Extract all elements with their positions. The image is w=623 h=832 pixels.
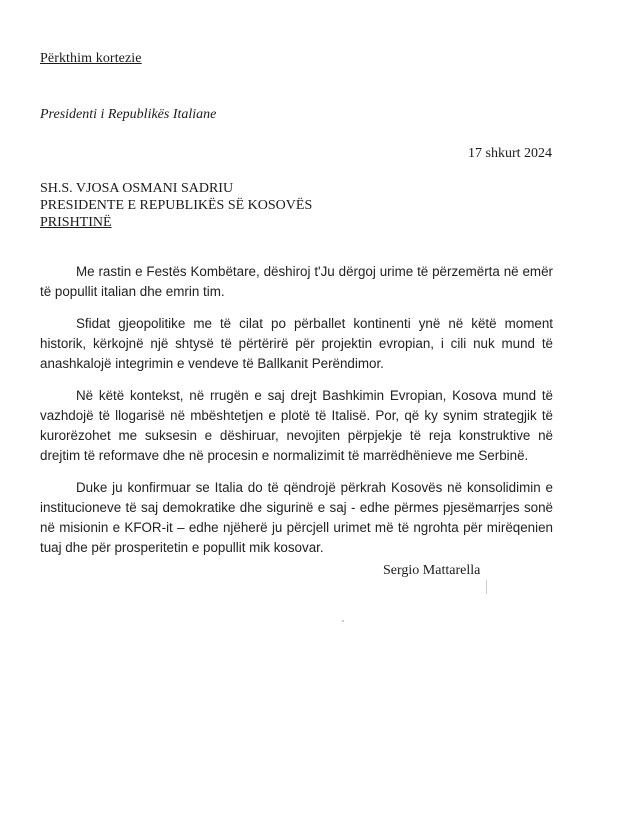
recipient-block bbox=[40, 180, 312, 231]
sender-title: Presidenti i Republikës Italiane bbox=[40, 107, 217, 122]
recipient-name: SH.S. VJOSA OSMANI SADRIU bbox=[40, 181, 234, 196]
scan-mark bbox=[486, 580, 487, 594]
scan-dot bbox=[342, 620, 344, 622]
body-paragraph: Sfidat gjeopolitike me të cilat po përballet kontinenti ynë në këtë moment historik, kërkojnë një shtysë të përtërirë për projektin evropian, i cili nuk mund të anashkalojë integrimin e vendeve të Ballkanit Perëndimor. bbox=[40, 316, 553, 371]
document-heading: Përkthim kortezie bbox=[40, 51, 142, 66]
recipient-title: PRESIDENTE E REPUBLIKËS SË KOSOVËS bbox=[40, 198, 313, 213]
body-paragraph: Në këtë kontekst, në rrugën e saj drejt Bashkimin Evropian, Kosova mund të vazhdojë të llogarisë në mbështetjen e plotë të Italisë. Por, që ky synim strategjik të kurorëzohet me suksesin e dëshiruar, nevojiten përpjekje të reja konstruktive në drejtim të reformave dhe në procesin e normalizimit të marrëdhënieve me Serbinë. bbox=[40, 388, 553, 463]
body-paragraph: Duke ju konfirmuar se Italia do të qëndrojë përkrah Kosovës në konsolidimin e institucioneve të saj demokratike dhe sigurinë e saj - edhe përmes pjesëmarrjes sonë në misionin e KFOR-it – edhe njëherë ju përcjell urimet më të ngrohta për mirëqenien tuaj dhe për prosperitetin e popullit mik kosovar. bbox=[40, 480, 553, 555]
letter-body bbox=[40, 262, 553, 570]
recipient-city: PRISHTINË bbox=[40, 215, 112, 230]
letter-date: 17 shkurt 2024 bbox=[468, 146, 552, 161]
signature-name: Sergio Mattarella bbox=[383, 563, 481, 578]
body-paragraph: Me rastin e Festës Kombëtare, dëshiroj t'Ju dërgoj urime të përzemërta në emër të popullit italian dhe emrin tim. bbox=[40, 264, 553, 299]
